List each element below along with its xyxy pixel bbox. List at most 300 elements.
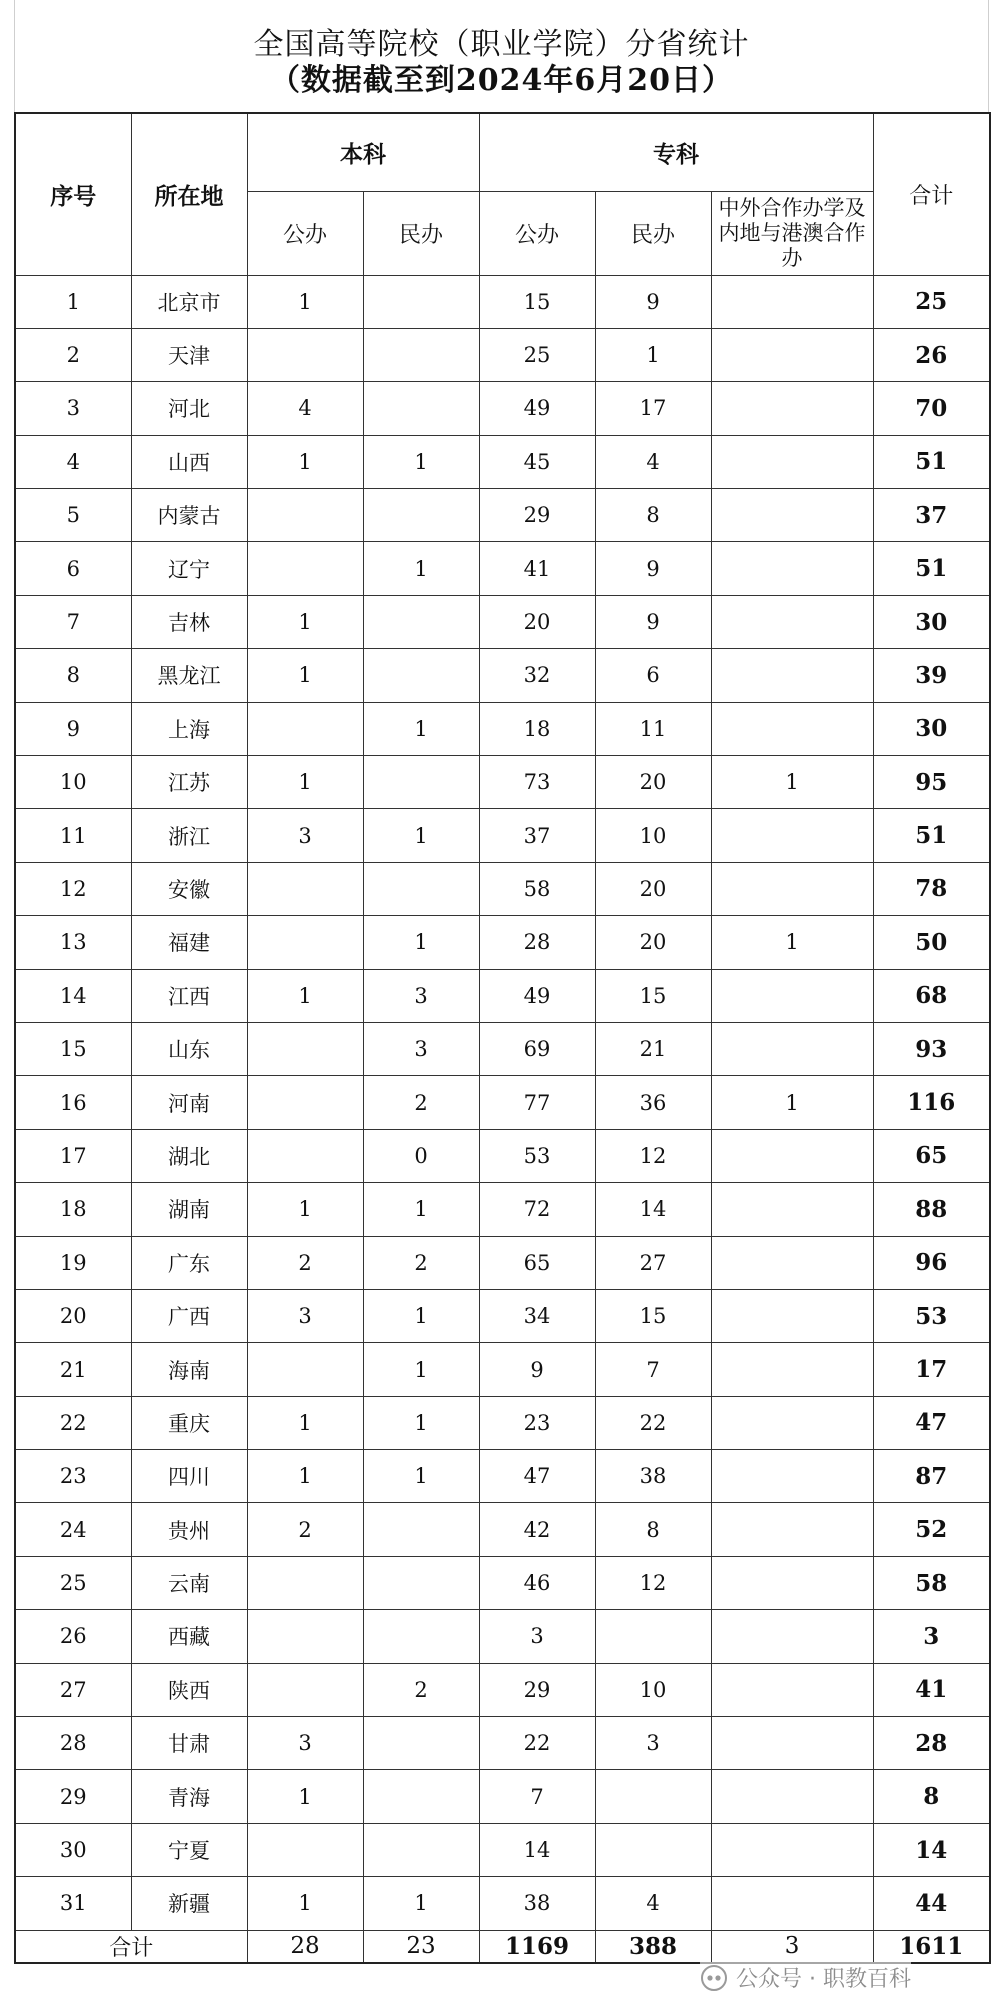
cell-zhuanke-joint: 1	[711, 916, 873, 969]
table-row	[15, 1877, 990, 1930]
page-title: 全国高等院校（职业学院）分省统计	[253, 27, 750, 62]
table-row	[15, 595, 990, 648]
cell-location: 陕西	[131, 1663, 247, 1716]
cell-benke-private	[363, 275, 479, 328]
cell-benke-private: 1	[363, 809, 479, 862]
cell-zhuanke-public: 32	[479, 649, 595, 702]
cell-zhuanke-public: 46	[479, 1556, 595, 1609]
cell-zhuanke-private: 4	[595, 1877, 711, 1930]
cell-zhuanke-public: 47	[479, 1450, 595, 1503]
cell-seq: 21	[15, 1343, 131, 1396]
cell-total: 39	[873, 649, 990, 702]
cell-zhuanke-joint	[711, 1663, 873, 1716]
cell-total: 116	[873, 1076, 990, 1129]
cell-seq: 27	[15, 1663, 131, 1716]
cell-zhuanke-public: 69	[479, 1022, 595, 1075]
table-row	[15, 916, 990, 969]
cell-benke-private	[363, 862, 479, 915]
cell-benke-private	[363, 1610, 479, 1663]
cell-zhuanke-public: 9	[479, 1343, 595, 1396]
cell-benke-private: 1	[363, 1183, 479, 1236]
cell-benke-public: 1	[247, 756, 363, 809]
cell-zhuanke-private: 22	[595, 1396, 711, 1449]
cell-location: 内蒙古	[131, 489, 247, 542]
header-benke: 本科	[247, 113, 479, 191]
table-row	[15, 1450, 990, 1503]
table-row	[15, 1663, 990, 1716]
cell-zhuanke-private: 17	[595, 382, 711, 435]
cell-zhuanke-public: 28	[479, 916, 595, 969]
cell-seq: 4	[15, 435, 131, 488]
cell-benke-private	[363, 489, 479, 542]
cell-location: 河北	[131, 382, 247, 435]
cell-location: 四川	[131, 1450, 247, 1503]
cell-total: 41	[873, 1663, 990, 1716]
cell-zhuanke-private	[595, 1770, 711, 1823]
cell-benke-public: 1	[247, 435, 363, 488]
cell-zhuanke-private: 9	[595, 542, 711, 595]
cell-location: 湖南	[131, 1183, 247, 1236]
cell-seq: 30	[15, 1823, 131, 1876]
header-benke-private: 民办	[363, 191, 479, 275]
cell-benke-public: 2	[247, 1236, 363, 1289]
cell-zhuanke-public: 72	[479, 1183, 595, 1236]
cell-total: 37	[873, 489, 990, 542]
cell-zhuanke-joint: 1	[711, 1076, 873, 1129]
cell-zhuanke-public: 18	[479, 702, 595, 755]
cell-seq: 3	[15, 382, 131, 435]
cell-benke-private: 2	[363, 1236, 479, 1289]
page-subtitle: （数据截至到2024年6月20日）	[269, 63, 734, 98]
cell-location: 重庆	[131, 1396, 247, 1449]
cell-zhuanke-public: 20	[479, 595, 595, 648]
cell-zhuanke-joint	[711, 1022, 873, 1075]
cell-total: 70	[873, 382, 990, 435]
total-label: 合计	[15, 1930, 247, 1963]
cell-zhuanke-public: 37	[479, 809, 595, 862]
cell-zhuanke-joint	[711, 702, 873, 755]
cell-location: 甘肃	[131, 1717, 247, 1770]
cell-seq: 26	[15, 1610, 131, 1663]
cell-total: 52	[873, 1503, 990, 1556]
cell-seq: 1	[15, 275, 131, 328]
cell-zhuanke-public: 25	[479, 328, 595, 381]
cell-total: 51	[873, 542, 990, 595]
cell-total: 26	[873, 328, 990, 381]
table-row	[15, 1236, 990, 1289]
cell-location: 吉林	[131, 595, 247, 648]
table-row	[15, 1556, 990, 1609]
table-row	[15, 542, 990, 595]
cell-total: 44	[873, 1877, 990, 1930]
cell-benke-public	[247, 1823, 363, 1876]
cell-zhuanke-public: 45	[479, 435, 595, 488]
cell-zhuanke-public: 3	[479, 1610, 595, 1663]
cell-benke-private: 1	[363, 542, 479, 595]
statistics-sheet	[14, 0, 989, 2000]
cell-benke-private	[363, 1770, 479, 1823]
cell-zhuanke-public: 49	[479, 382, 595, 435]
cell-zhuanke-public: 15	[479, 275, 595, 328]
header-benke-public: 公办	[247, 191, 363, 275]
cell-benke-public: 1	[247, 1877, 363, 1930]
cell-zhuanke-private: 4	[595, 435, 711, 488]
cell-zhuanke-joint	[711, 969, 873, 1022]
cell-zhuanke-private: 12	[595, 1129, 711, 1182]
table-row	[15, 1022, 990, 1075]
cell-zhuanke-public: 42	[479, 1503, 595, 1556]
cell-seq: 2	[15, 328, 131, 381]
cell-benke-private	[363, 382, 479, 435]
cell-location: 贵州	[131, 1503, 247, 1556]
cell-zhuanke-private: 9	[595, 595, 711, 648]
cell-benke-private: 1	[363, 1396, 479, 1449]
cell-benke-public	[247, 1129, 363, 1182]
cell-zhuanke-joint: 1	[711, 756, 873, 809]
cell-zhuanke-private: 15	[595, 1289, 711, 1342]
table-row	[15, 382, 990, 435]
cell-zhuanke-joint	[711, 382, 873, 435]
total-zhuanke-public: 1169	[479, 1930, 595, 1963]
cell-benke-private	[363, 756, 479, 809]
cell-seq: 15	[15, 1022, 131, 1075]
total-sum: 1611	[873, 1930, 990, 1963]
title-block	[14, 0, 989, 112]
table-row	[15, 1183, 990, 1236]
cell-benke-private: 1	[363, 1877, 479, 1930]
cell-seq: 25	[15, 1556, 131, 1609]
cell-seq: 10	[15, 756, 131, 809]
cell-zhuanke-public: 73	[479, 756, 595, 809]
cell-zhuanke-private: 12	[595, 1556, 711, 1609]
cell-location: 山东	[131, 1022, 247, 1075]
cell-location: 上海	[131, 702, 247, 755]
cell-seq: 11	[15, 809, 131, 862]
cell-location: 河南	[131, 1076, 247, 1129]
cell-zhuanke-private: 9	[595, 275, 711, 328]
cell-benke-public	[247, 1610, 363, 1663]
watermark	[700, 1962, 911, 1993]
cell-seq: 7	[15, 595, 131, 648]
table-row	[15, 275, 990, 328]
cell-location: 江苏	[131, 756, 247, 809]
cell-zhuanke-public: 49	[479, 969, 595, 1022]
statistics-table	[14, 112, 991, 1964]
cell-benke-public	[247, 1076, 363, 1129]
cell-location: 宁夏	[131, 1823, 247, 1876]
cell-zhuanke-joint	[711, 1450, 873, 1503]
table-body	[15, 275, 990, 1930]
cell-location: 天津	[131, 328, 247, 381]
cell-location: 安徽	[131, 862, 247, 915]
cell-zhuanke-private: 10	[595, 809, 711, 862]
cell-benke-public: 1	[247, 969, 363, 1022]
cell-total: 30	[873, 702, 990, 755]
cell-benke-private: 1	[363, 702, 479, 755]
cell-zhuanke-joint	[711, 809, 873, 862]
cell-zhuanke-joint	[711, 1343, 873, 1396]
header-zhuanke: 专科	[479, 113, 873, 191]
cell-zhuanke-joint	[711, 595, 873, 648]
cell-seq: 8	[15, 649, 131, 702]
cell-total: 50	[873, 916, 990, 969]
cell-benke-private	[363, 649, 479, 702]
cell-total: 28	[873, 1717, 990, 1770]
cell-benke-public	[247, 916, 363, 969]
cell-zhuanke-public: 29	[479, 1663, 595, 1716]
wechat-official-account-icon	[700, 1964, 728, 1992]
cell-location: 辽宁	[131, 542, 247, 595]
cell-seq: 12	[15, 862, 131, 915]
cell-zhuanke-private: 21	[595, 1022, 711, 1075]
cell-benke-private: 1	[363, 1343, 479, 1396]
table-row	[15, 1823, 990, 1876]
cell-seq: 17	[15, 1129, 131, 1182]
cell-benke-public: 3	[247, 1717, 363, 1770]
cell-benke-public: 1	[247, 595, 363, 648]
total-zhuanke-joint: 3	[711, 1930, 873, 1963]
cell-zhuanke-private: 3	[595, 1717, 711, 1770]
cell-total: 95	[873, 756, 990, 809]
cell-location: 江西	[131, 969, 247, 1022]
cell-location: 山西	[131, 435, 247, 488]
cell-total: 17	[873, 1343, 990, 1396]
watermark-text: 公众号 · 职教百科	[736, 1967, 911, 1992]
table-row	[15, 1076, 990, 1129]
cell-total: 51	[873, 809, 990, 862]
cell-zhuanke-joint	[711, 862, 873, 915]
table-row	[15, 809, 990, 862]
cell-zhuanke-public: 77	[479, 1076, 595, 1129]
table-row	[15, 1343, 990, 1396]
cell-seq: 24	[15, 1503, 131, 1556]
table-row	[15, 1396, 990, 1449]
cell-benke-private	[363, 328, 479, 381]
cell-benke-public: 1	[247, 1183, 363, 1236]
cell-seq: 20	[15, 1289, 131, 1342]
cell-benke-public: 1	[247, 1450, 363, 1503]
cell-total: 88	[873, 1183, 990, 1236]
table-row	[15, 1717, 990, 1770]
cell-zhuanke-private: 10	[595, 1663, 711, 1716]
table-row	[15, 649, 990, 702]
cell-seq: 13	[15, 916, 131, 969]
cell-benke-private: 0	[363, 1129, 479, 1182]
cell-seq: 14	[15, 969, 131, 1022]
cell-zhuanke-private: 36	[595, 1076, 711, 1129]
cell-zhuanke-joint	[711, 1717, 873, 1770]
cell-zhuanke-public: 22	[479, 1717, 595, 1770]
cell-benke-public: 1	[247, 1396, 363, 1449]
cell-location: 湖北	[131, 1129, 247, 1182]
cell-total: 53	[873, 1289, 990, 1342]
cell-benke-public	[247, 1663, 363, 1716]
cell-zhuanke-public: 53	[479, 1129, 595, 1182]
cell-seq: 16	[15, 1076, 131, 1129]
cell-zhuanke-private	[595, 1823, 711, 1876]
cell-benke-private	[363, 1717, 479, 1770]
cell-zhuanke-joint	[711, 1610, 873, 1663]
table-row	[15, 756, 990, 809]
cell-total: 96	[873, 1236, 990, 1289]
cell-benke-public: 3	[247, 1289, 363, 1342]
cell-benke-private: 2	[363, 1663, 479, 1716]
cell-benke-public	[247, 1556, 363, 1609]
cell-benke-private: 1	[363, 916, 479, 969]
cell-location: 云南	[131, 1556, 247, 1609]
cell-benke-private	[363, 1823, 479, 1876]
cell-location: 广东	[131, 1236, 247, 1289]
cell-benke-public	[247, 542, 363, 595]
table-row	[15, 1289, 990, 1342]
cell-zhuanke-joint	[711, 649, 873, 702]
cell-seq: 22	[15, 1396, 131, 1449]
cell-zhuanke-joint	[711, 1129, 873, 1182]
cell-total: 14	[873, 1823, 990, 1876]
cell-zhuanke-public: 14	[479, 1823, 595, 1876]
cell-location: 西藏	[131, 1610, 247, 1663]
header-zhuanke-private: 民办	[595, 191, 711, 275]
cell-zhuanke-private: 8	[595, 1503, 711, 1556]
cell-seq: 28	[15, 1717, 131, 1770]
cell-location: 新疆	[131, 1877, 247, 1930]
cell-total: 93	[873, 1022, 990, 1075]
cell-zhuanke-joint	[711, 1823, 873, 1876]
cell-location: 黑龙江	[131, 649, 247, 702]
cell-zhuanke-private: 15	[595, 969, 711, 1022]
cell-benke-public	[247, 862, 363, 915]
cell-zhuanke-joint	[711, 1770, 873, 1823]
header-total: 合计	[873, 113, 990, 275]
cell-total: 47	[873, 1396, 990, 1449]
total-zhuanke-private: 388	[595, 1930, 711, 1963]
cell-seq: 31	[15, 1877, 131, 1930]
cell-location: 青海	[131, 1770, 247, 1823]
cell-total: 3	[873, 1610, 990, 1663]
cell-benke-private: 2	[363, 1076, 479, 1129]
cell-location: 广西	[131, 1289, 247, 1342]
total-benke-public: 28	[247, 1930, 363, 1963]
cell-location: 海南	[131, 1343, 247, 1396]
cell-benke-public: 1	[247, 275, 363, 328]
cell-zhuanke-public: 38	[479, 1877, 595, 1930]
cell-zhuanke-private: 20	[595, 916, 711, 969]
cell-zhuanke-joint	[711, 1503, 873, 1556]
cell-seq: 5	[15, 489, 131, 542]
cell-zhuanke-public: 41	[479, 542, 595, 595]
cell-zhuanke-public: 65	[479, 1236, 595, 1289]
table-row	[15, 1503, 990, 1556]
cell-benke-private: 1	[363, 1450, 479, 1503]
cell-seq: 6	[15, 542, 131, 595]
cell-benke-private: 1	[363, 435, 479, 488]
header-zhuanke-joint: 中外合作办学及内地与港澳合作办	[711, 191, 873, 275]
cell-zhuanke-private	[595, 1610, 711, 1663]
cell-location: 浙江	[131, 809, 247, 862]
cell-seq: 23	[15, 1450, 131, 1503]
cell-total: 65	[873, 1129, 990, 1182]
cell-zhuanke-private: 14	[595, 1183, 711, 1236]
cell-location: 福建	[131, 916, 247, 969]
cell-benke-private: 1	[363, 1289, 479, 1342]
cell-zhuanke-joint	[711, 1183, 873, 1236]
table-row	[15, 1129, 990, 1182]
cell-total: 68	[873, 969, 990, 1022]
cell-seq: 29	[15, 1770, 131, 1823]
cell-benke-public: 1	[247, 1770, 363, 1823]
cell-zhuanke-public: 23	[479, 1396, 595, 1449]
table-row	[15, 862, 990, 915]
cell-zhuanke-private: 27	[595, 1236, 711, 1289]
cell-zhuanke-public: 7	[479, 1770, 595, 1823]
cell-location: 北京市	[131, 275, 247, 328]
cell-zhuanke-private: 20	[595, 862, 711, 915]
cell-zhuanke-joint	[711, 542, 873, 595]
cell-zhuanke-private: 20	[595, 756, 711, 809]
cell-total: 25	[873, 275, 990, 328]
cell-total: 51	[873, 435, 990, 488]
cell-total: 8	[873, 1770, 990, 1823]
cell-seq: 19	[15, 1236, 131, 1289]
cell-benke-public	[247, 328, 363, 381]
cell-benke-private	[363, 595, 479, 648]
total-row	[15, 1930, 990, 1963]
cell-zhuanke-private: 11	[595, 702, 711, 755]
cell-total: 30	[873, 595, 990, 648]
table-row	[15, 489, 990, 542]
cell-benke-private: 3	[363, 969, 479, 1022]
cell-seq: 9	[15, 702, 131, 755]
cell-zhuanke-private: 8	[595, 489, 711, 542]
cell-benke-private: 3	[363, 1022, 479, 1075]
cell-total: 58	[873, 1556, 990, 1609]
table-row	[15, 702, 990, 755]
cell-benke-public	[247, 1343, 363, 1396]
cell-zhuanke-joint	[711, 1396, 873, 1449]
cell-benke-public: 1	[247, 649, 363, 702]
cell-seq: 18	[15, 1183, 131, 1236]
total-benke-private: 23	[363, 1930, 479, 1963]
cell-zhuanke-joint	[711, 489, 873, 542]
cell-benke-public: 4	[247, 382, 363, 435]
cell-total: 87	[873, 1450, 990, 1503]
cell-zhuanke-private: 38	[595, 1450, 711, 1503]
cell-zhuanke-joint	[711, 1236, 873, 1289]
cell-zhuanke-public: 58	[479, 862, 595, 915]
cell-zhuanke-private: 6	[595, 649, 711, 702]
cell-total: 78	[873, 862, 990, 915]
table-row	[15, 435, 990, 488]
cell-zhuanke-joint	[711, 1289, 873, 1342]
cell-zhuanke-private: 1	[595, 328, 711, 381]
table-row	[15, 969, 990, 1022]
cell-benke-public	[247, 489, 363, 542]
cell-benke-public	[247, 702, 363, 755]
cell-zhuanke-joint	[711, 328, 873, 381]
cell-zhuanke-public: 34	[479, 1289, 595, 1342]
header-zhuanke-public: 公办	[479, 191, 595, 275]
cell-benke-private	[363, 1556, 479, 1609]
header-location: 所在地	[131, 113, 247, 275]
cell-benke-public: 3	[247, 809, 363, 862]
cell-zhuanke-joint	[711, 275, 873, 328]
table-row	[15, 1770, 990, 1823]
cell-zhuanke-private: 7	[595, 1343, 711, 1396]
cell-benke-public: 2	[247, 1503, 363, 1556]
table-row	[15, 1610, 990, 1663]
header-seq: 序号	[15, 113, 131, 275]
cell-zhuanke-joint	[711, 1556, 873, 1609]
